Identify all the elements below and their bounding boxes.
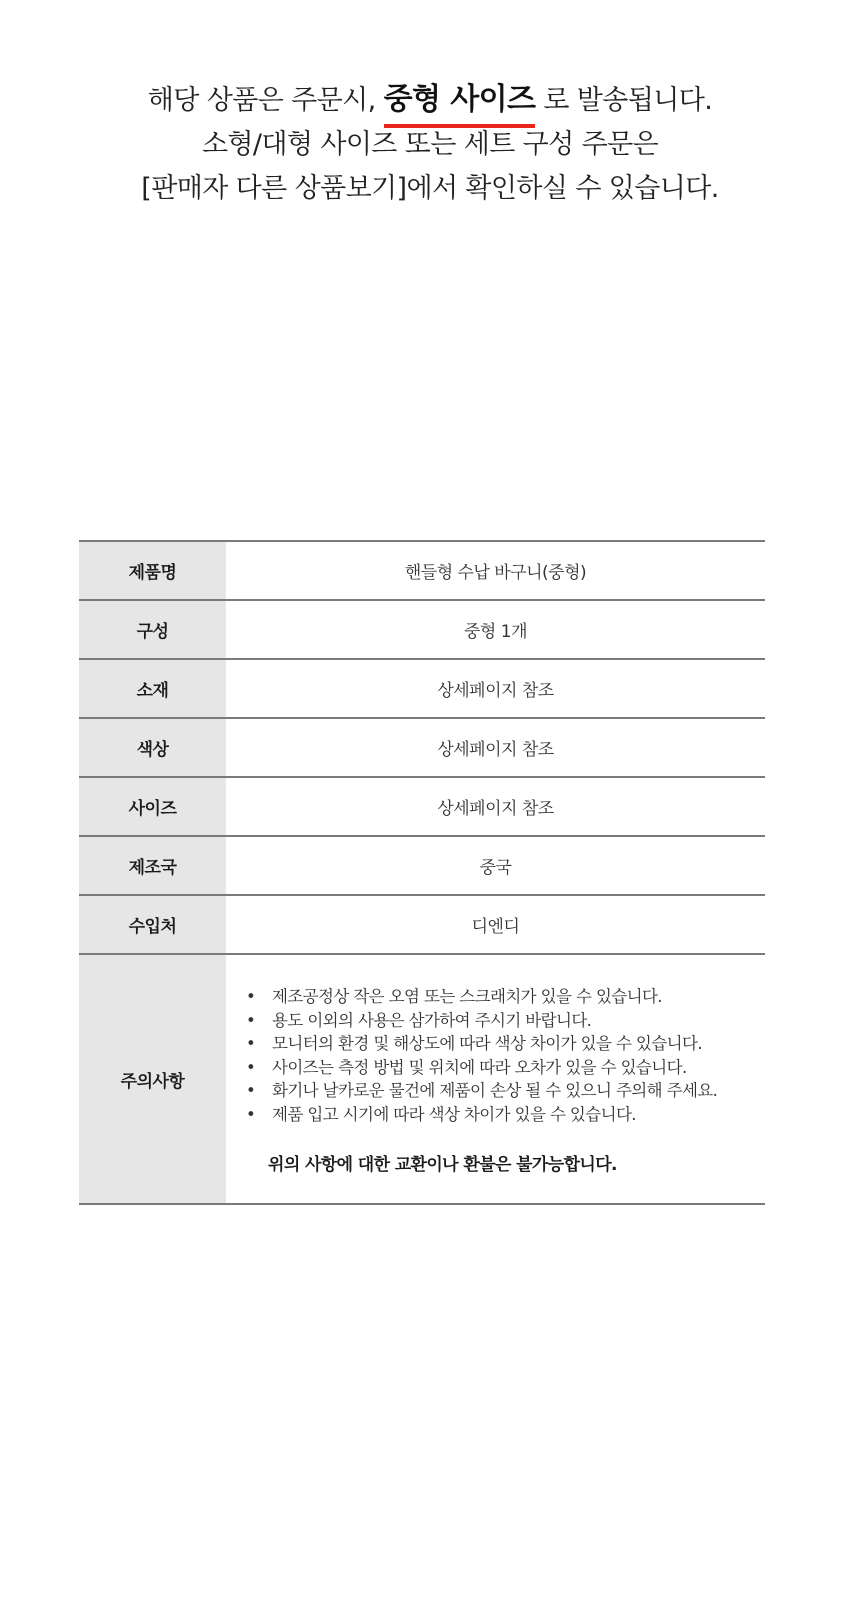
spec-value: 디엔디 — [226, 895, 765, 954]
caution-item — [246, 1079, 765, 1103]
spec-row-size — [79, 777, 765, 836]
cautions-list — [246, 985, 765, 1126]
spec-value: 핸들형 수납 바구니(중형) — [226, 541, 765, 600]
spec-value: 중국 — [226, 836, 765, 895]
product-spec-table — [79, 540, 765, 1205]
emphasis-underline — [384, 124, 536, 128]
notice-line-2: 소형/대형 사이즈 또는 세트 구성 주문은 — [201, 129, 659, 160]
size-notice — [0, 78, 860, 211]
spec-row-material — [79, 659, 765, 718]
spec-row-composition — [79, 600, 765, 659]
bullet-icon: • — [246, 1034, 256, 1053]
caution-text: 화기나 날카로운 물건에 제품이 손상 될 수 있으니 주의해 주세요. — [272, 1081, 718, 1100]
spec-row-importer — [79, 895, 765, 954]
spec-label: 사이즈 — [79, 777, 226, 836]
caution-item — [246, 1032, 765, 1056]
spec-label: 주의사항 — [79, 954, 226, 1204]
bullet-icon: • — [246, 1104, 256, 1124]
spec-label: 색상 — [79, 718, 226, 777]
spec-value: 상세페이지 참조 — [226, 718, 765, 777]
spec-value: 상세페이지 참조 — [226, 659, 765, 718]
cautions-content — [226, 954, 765, 1204]
spec-row-cautions — [79, 954, 765, 1204]
bullet-icon: • — [246, 987, 256, 1006]
spec-label: 수입처 — [79, 895, 226, 954]
bullet-icon: • — [246, 1081, 256, 1100]
caution-text: 제조공정상 작은 오염 또는 스크래치가 있을 수 있습니다. — [272, 987, 662, 1006]
notice-line-3: [판매자 다른 상품보기]에서 확인하실 수 있습니다. — [141, 173, 719, 204]
spec-row-color — [79, 718, 765, 777]
notice-size-emphasis-text: 중형 사이즈 — [383, 82, 536, 117]
caution-text: 제품 입고 시기에 따라 색상 차이가 있을 수 있습니다. — [272, 1104, 636, 1124]
caution-text: 용도 이외의 사용은 삼가하여 주시기 바랍니다. — [272, 1010, 592, 1030]
spec-label: 구성 — [79, 600, 226, 659]
spec-label: 제품명 — [79, 541, 226, 600]
spec-label: 소재 — [79, 659, 226, 718]
notice-size-emphasis — [384, 78, 536, 122]
notice-line-1-prefix: 해당 상품은 주문시, — [147, 85, 384, 116]
caution-item — [246, 1103, 765, 1127]
spec-label: 제조국 — [79, 836, 226, 895]
notice-line-1 — [0, 78, 860, 123]
caution-item — [246, 985, 765, 1009]
spec-value: 상세페이지 참조 — [226, 777, 765, 836]
notice-line-1-suffix: 로 발송됩니다. — [535, 85, 713, 116]
no-refund-warning: 위의 사항에 대한 교환이나 환불은 불가능합니다. — [268, 1155, 617, 1175]
caution-item — [246, 1056, 765, 1080]
spec-value: 중형 1개 — [226, 600, 765, 659]
caution-item — [246, 1009, 765, 1033]
bullet-icon: • — [246, 1010, 256, 1030]
caution-text: 사이즈는 측정 방법 및 위치에 따라 오차가 있을 수 있습니다. — [272, 1057, 687, 1077]
bullet-icon: • — [246, 1057, 256, 1077]
spec-row-product-name — [79, 541, 765, 600]
spec-row-origin — [79, 836, 765, 895]
caution-text: 모니터의 환경 및 해상도에 따라 색상 차이가 있을 수 있습니다. — [272, 1034, 702, 1053]
